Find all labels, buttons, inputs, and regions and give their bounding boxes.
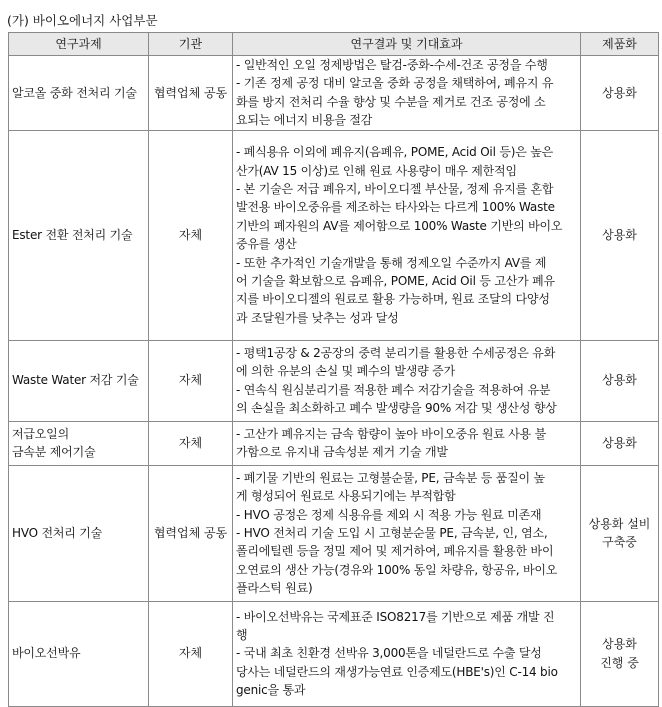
product-cell-line: 상용화 (602, 373, 637, 388)
task-cell (9, 340, 149, 421)
result-cell-line: genic을 통과 (236, 683, 306, 698)
result-cell-line: - 국내 최초 친환경 선박유 3,000톤을 네덜란드로 수출 달성 (236, 646, 542, 661)
result-cell-line: 요되는 에너지 비용을 절감 (236, 113, 373, 128)
result-cell-line: - HVO 전처리 기술 도입 시 고형분순물 PE, 금속분, 인, 염소, (236, 525, 548, 540)
result-cell-line: 산가(AV 15 이상)로 인해 원료 사용량이 매우 제한적임 (236, 163, 517, 178)
result-cell-line: - 기존 정제 공정 대비 알코올 중화 공정을 채택하여, 폐유지 유 (236, 76, 554, 91)
task-cell-line: Ester 전환 전처리 기술 (12, 227, 133, 242)
result-cell-line: 지를 바이오디젤의 원료로 활용 가능하며, 원료 조달의 다양성 (236, 292, 550, 307)
result-cell-line: 화를 방지 전처리 수율 향상 및 수분을 제거로 건조 공정에 소 (236, 94, 546, 109)
result-cell-line: 오연료의 생산 가능(경유와 100% 동일 차량유, 항공유, 바이오 (236, 562, 558, 577)
result-cell-line: 어 기술을 확보함으로 음폐유, POME, Acid Oil 등 고산가 폐유 (236, 273, 555, 288)
product-cell-line: 상용화 (602, 85, 637, 100)
table-row (9, 465, 659, 601)
org-cell-line: 자체 (178, 435, 203, 450)
org-cell (149, 130, 233, 340)
header-org: 기관 (149, 33, 233, 56)
org-cell (149, 340, 233, 421)
result-cell-line: - 일반적인 오일 정제방법은 탈검-중화-수세-건조 공정을 수행 (236, 58, 548, 72)
table-row (9, 340, 659, 421)
result-cell-line: 기반의 폐자원의 AV를 제어함으로 100% Waste 기반의 바이오 (236, 218, 563, 233)
task-cell-line: HVO 전처리 기술 (12, 525, 103, 540)
product-cell-line: 상용화 (602, 227, 637, 242)
section-title: (가) 바이오에너지 사업부문 (7, 13, 158, 28)
product-cell-line: 진행 중 (600, 655, 639, 670)
result-cell-line: - 폐식용유 이외에 폐유지(음폐유, POME, Acid Oil 등)은 높은 (236, 145, 553, 160)
table-row (9, 130, 659, 340)
task-cell (9, 56, 149, 131)
task-cell (9, 130, 149, 340)
product-cell-line: 상용화 (602, 637, 637, 652)
result-cell-line: 플라스틱 원료) (236, 581, 313, 596)
task-cell-line: Waste Water 저감 기술 (12, 373, 139, 388)
result-cell-line: 게 형성되어 원료로 사용되기에는 부적합함 (236, 489, 456, 504)
result-cell (233, 421, 581, 465)
result-cell-line: 폴리에틸렌 등을 정밀 제어 및 제거하여, 폐유지를 활용한 바이 (236, 544, 554, 559)
result-cell-line: 에 의한 유분의 손실 및 폐수의 발생량 증가 (236, 364, 455, 379)
org-cell (149, 601, 233, 706)
header-product: 제품화 (581, 33, 659, 56)
result-cell (233, 465, 581, 601)
result-cell-line: - 폐기물 기반의 원료는 고형불순물, PE, 금속분 등 품질이 높 (236, 470, 545, 485)
task-cell-line: 알코올 중화 전처리 기술 (12, 85, 137, 100)
task-cell (9, 601, 149, 706)
header-task: 연구과제 (9, 33, 149, 56)
org-cell (149, 421, 233, 465)
result-cell-line: - 평택1공장 & 2공장의 중력 분리기를 활용한 수세공정은 유화 (236, 345, 556, 360)
table-row (9, 421, 659, 465)
task-cell (9, 421, 149, 465)
header-result: 연구결과 및 기대효과 (233, 33, 581, 56)
result-cell (233, 601, 581, 706)
result-cell (233, 56, 581, 131)
table-header (9, 33, 659, 56)
product-cell-line: 상용화 (602, 435, 637, 450)
org-cell (149, 56, 233, 131)
research-table (8, 32, 659, 707)
product-cell (581, 601, 659, 706)
product-cell-line: 상용화 설비 (588, 516, 651, 531)
product-cell (581, 56, 659, 131)
task-cell-line: 바이오선박유 (12, 646, 81, 661)
result-cell-line: - 또한 추가적인 기술개발을 통해 정제오일 수준까지 AV를 제 (236, 255, 547, 270)
org-cell-line: 자체 (178, 227, 203, 242)
result-cell-line: - 본 기술은 저급 폐유지, 바이오디젤 부산물, 정제 유지를 혼합 (236, 181, 554, 196)
org-cell-line: 협력업체 공동 (153, 85, 228, 100)
table-row (9, 56, 659, 131)
org-cell-line: 자체 (178, 646, 203, 661)
result-cell-line: 의 손실을 최소화하고 폐수 발생량을 90% 저감 및 생산성 향상 (236, 401, 557, 416)
product-cell (581, 421, 659, 465)
product-cell (581, 465, 659, 601)
org-cell-line: 협력업체 공동 (153, 525, 228, 540)
result-cell-line: - 고산가 폐유지는 금속 함량이 높아 바이오중유 원료 사용 불 (236, 426, 547, 441)
task-cell-line: 금속분 제어기술 (12, 445, 96, 460)
result-cell-line: - 바이오선박유는 국제표준 ISO8217를 기반으로 제품 개발 진 (236, 609, 555, 624)
result-cell-line: 과 조달원가를 낮추는 성과 달성 (236, 310, 399, 325)
product-cell (581, 130, 659, 340)
result-cell-line: 행 (236, 628, 248, 643)
result-cell (233, 130, 581, 340)
table-row (9, 601, 659, 706)
result-cell-line: 당사는 네덜란드의 재생가능연료 인증제도(HBE's)인 C-14 bio (236, 664, 558, 679)
result-cell-line: 가함으로 유지내 금속성분 제거 기술 개발 (236, 445, 448, 460)
org-cell (149, 465, 233, 601)
result-cell-line: - 연속식 원심분리기를 적용한 폐수 저감기술을 적용하여 유분 (236, 382, 551, 397)
task-cell (9, 465, 149, 601)
result-cell-line: 발전용 바이오중유를 제조하는 타사와는 다르게 100% Waste (236, 200, 555, 215)
result-cell-line: - HVO 공정은 정제 식용유를 제외 시 적용 가능 원료 미존재 (236, 507, 542, 522)
product-cell-line: 구축중 (602, 535, 637, 550)
task-cell-line: 저급오일의 (12, 426, 69, 441)
product-cell (581, 340, 659, 421)
result-cell (233, 340, 581, 421)
org-cell-line: 자체 (178, 373, 203, 388)
result-cell-line: 중유를 생산 (236, 237, 297, 252)
